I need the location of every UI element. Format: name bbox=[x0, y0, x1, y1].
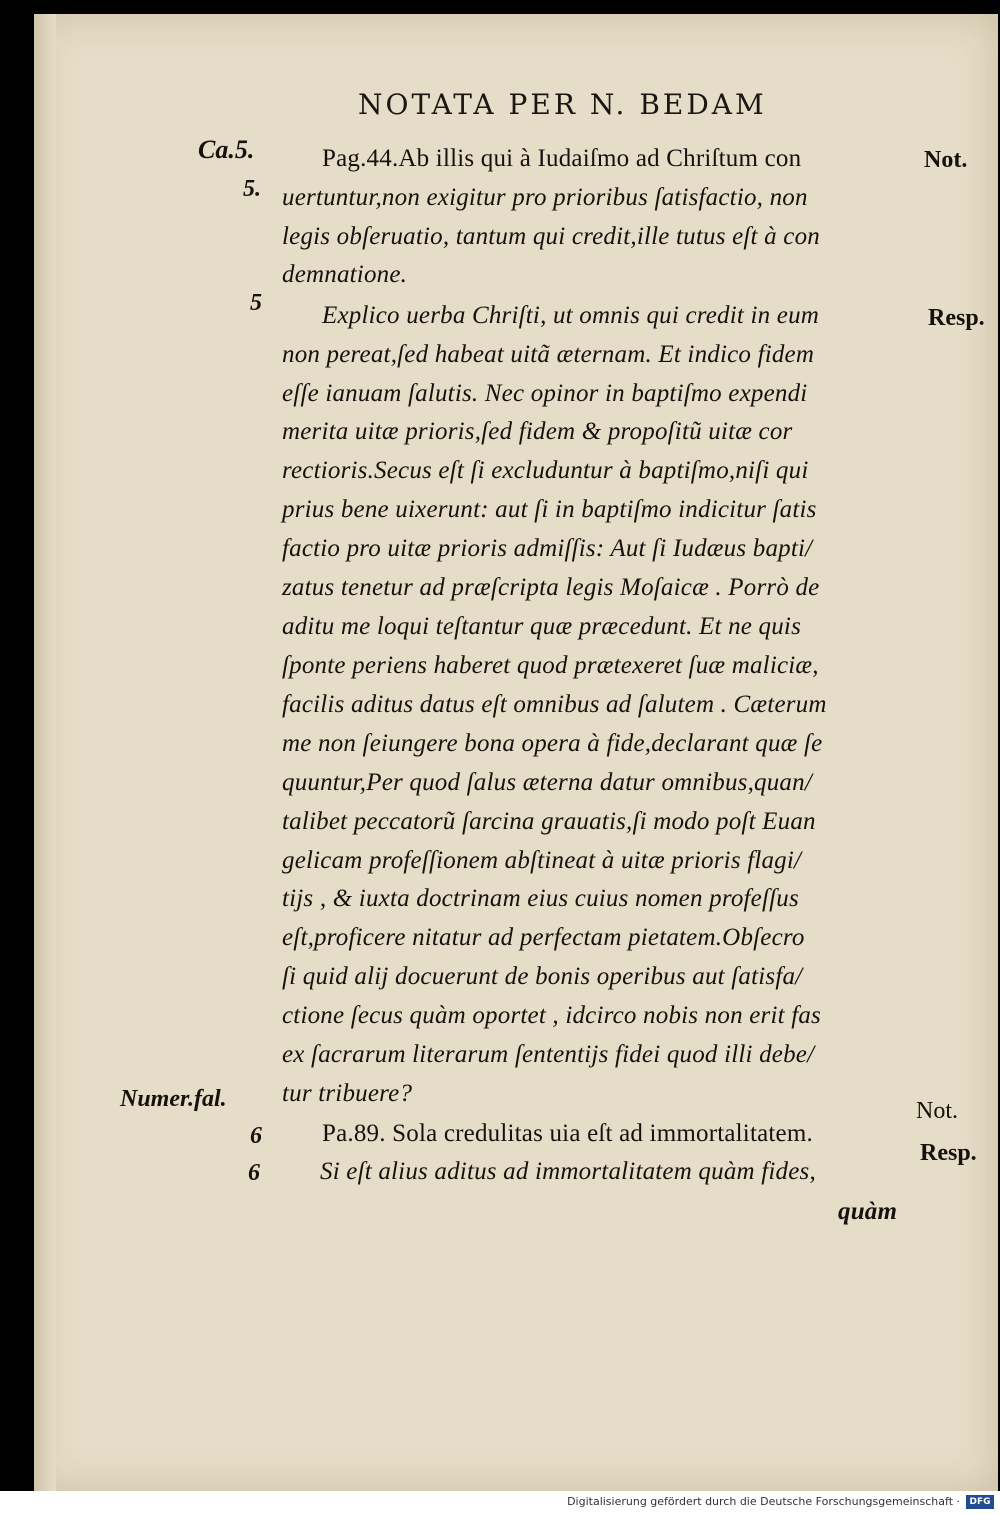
text-line: aditu me loqui teſtantur quæ præcedunt. Et ne quis bbox=[282, 613, 801, 640]
text-line: rectioris.Secus eſt ſi excluduntur à baptiſmo,niſi qui bbox=[282, 457, 809, 484]
text-line: eſt,proficere nitatur ad perfectam pietatem.Obſecro bbox=[282, 924, 805, 951]
text-line: talibet peccatorũ ſarcina grauatis,ſi modo poſt Euan bbox=[282, 808, 816, 835]
footer-credit: Digitalisierung gefördert durch die Deutsche Forschungsgemeinschaft · bbox=[567, 1495, 960, 1508]
text-line: factio pro uitæ prioris admiſſis: Aut ſi Iudæus bapti/ bbox=[282, 535, 813, 562]
text-line: non pereat,ſed habeat uitã æternam. Et indico fidem bbox=[282, 341, 815, 368]
page-spine-shadow bbox=[34, 14, 56, 1492]
text-line: facilis aditus datus eſt omnibus ad ſalutem . Cæterum bbox=[282, 691, 827, 718]
margin-number: 5. bbox=[243, 176, 261, 202]
margin-number: 6 bbox=[248, 1160, 260, 1186]
text-line: ex ſacrarum literarum ſententijs fidei quod illi debe/ bbox=[282, 1041, 815, 1068]
text-line: tur tribuere? bbox=[282, 1080, 413, 1107]
margin-numer-fal: Numer.fal. bbox=[120, 1086, 227, 1112]
margin-not: Not. bbox=[916, 1098, 958, 1124]
text-line: eſſe ianuam ſalutis. Nec opinor in baptiſmo expendi bbox=[282, 380, 808, 407]
margin-number: 5 bbox=[250, 290, 262, 316]
text-line: ſi quid alij docuerunt de bonis operibus aut ſatisfa/ bbox=[282, 963, 803, 990]
text-line: merita uitæ prioris,ſed fidem & propoſitũ uitæ cor bbox=[282, 418, 793, 445]
catchword: quàm bbox=[838, 1198, 898, 1225]
text-line: tijs , & iuxta doctrinam eius cuius nomen profeſſus bbox=[282, 885, 799, 912]
text-line: Pa.89. Sola credulitas uia eſt ad immortalitatem. bbox=[322, 1120, 813, 1147]
margin-resp: Resp. bbox=[920, 1140, 977, 1166]
text-line: ſponte periens haberet quod prætexeret ſuæ maliciæ, bbox=[282, 652, 819, 679]
text-line: Pag.44.Ab illis qui à Iudaiſmo ad Chriſtum con bbox=[322, 145, 802, 172]
margin-not: Not. bbox=[924, 147, 968, 173]
text-line: legis obſeruatio, tantum qui credit,ille tutus eſt à con bbox=[282, 223, 820, 250]
text-line: Explico uerba Chriſti, ut omnis qui credit in eum bbox=[322, 302, 820, 329]
running-head: NOTATA PER N. BEDAM bbox=[358, 88, 767, 121]
footer-bar bbox=[0, 1491, 1000, 1515]
margin-resp: Resp. bbox=[928, 305, 985, 331]
text-line: demnatione. bbox=[282, 261, 408, 288]
text-line: ctione ſecus quàm oportet , idcirco nobis non erit fas bbox=[282, 1002, 821, 1029]
dfg-logo: DFG bbox=[966, 1495, 994, 1509]
text-line: prius bene uixerunt: aut ſi in baptiſmo indicitur ſatis bbox=[282, 496, 817, 523]
margin-chapter: Ca.5. bbox=[198, 135, 255, 164]
text-line: quuntur,Per quod ſalus æterna datur omnibus,quan/ bbox=[282, 769, 812, 796]
text-line: zatus tenetur ad præſcripta legis Moſaicæ . Porrò de bbox=[282, 574, 820, 601]
text-line: Si eſt alius aditus ad immortalitatem quàm fides, bbox=[320, 1158, 816, 1185]
text-line: me non ſeiungere bona opera à fide,declarant quæ ſe bbox=[282, 730, 823, 757]
margin-number: 6 bbox=[250, 1123, 262, 1149]
text-line: uertuntur,non exigitur pro prioribus ſatisfactio, non bbox=[282, 184, 808, 211]
text-line: gelicam profeſſionem abſtineat à uitæ prioris flagi/ bbox=[282, 847, 802, 874]
